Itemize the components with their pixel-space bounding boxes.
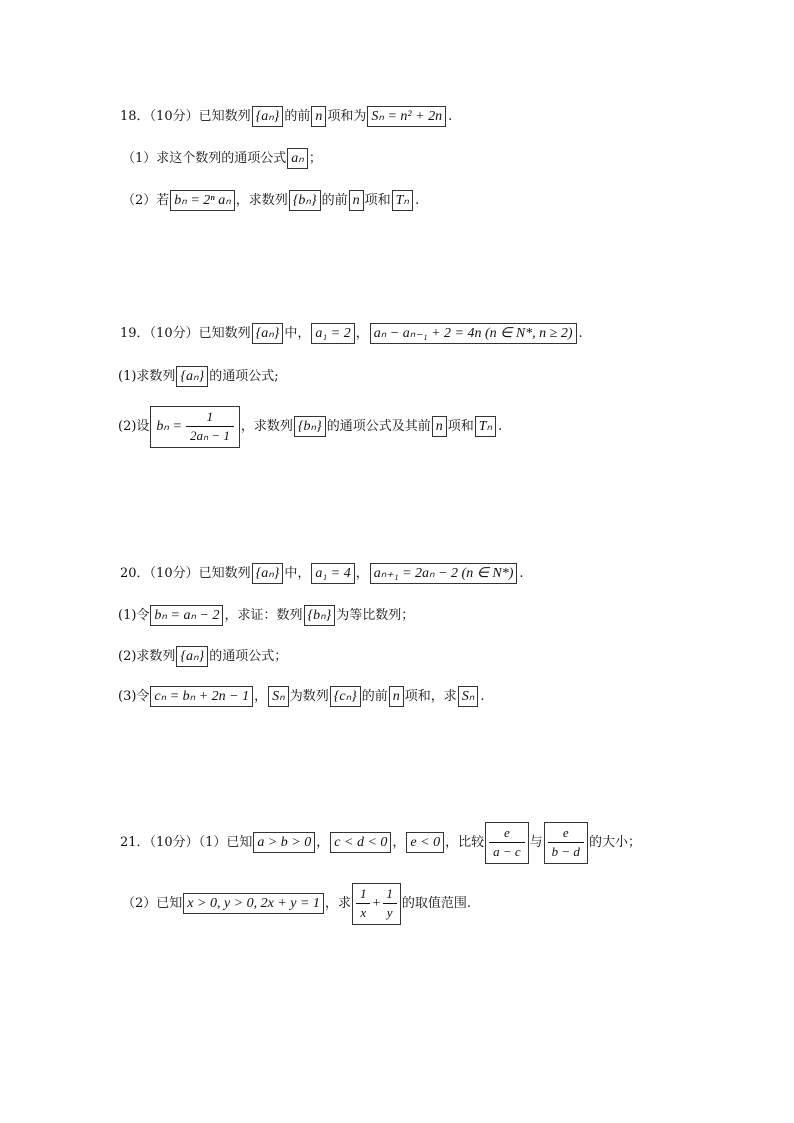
q18-part2-label: （2）若	[122, 193, 170, 209]
q18-part1-expr: aₙ	[287, 148, 308, 169]
q21-text: ，	[392, 835, 406, 851]
q19-stem	[120, 323, 583, 344]
q21-part2-frac-x	[356, 887, 371, 921]
q19-part2-n: n	[432, 416, 447, 437]
q19-head: 19．（10分）已知数列	[120, 326, 251, 342]
q20-part2	[118, 646, 287, 667]
q19-part2-label: (2)设	[118, 419, 150, 435]
q20-text: 中，	[284, 566, 311, 582]
q20-part2-label: (2)求数列	[118, 649, 176, 665]
q21-part2-label: （2）已知	[122, 896, 183, 912]
q20-part3-S2: Sₙ	[458, 686, 479, 707]
q18-text: 项和	[364, 193, 391, 209]
q19-part1-label: (1)求数列	[118, 369, 176, 385]
q19-part1-seq: {aₙ}	[176, 366, 208, 387]
q19-part2-formula	[150, 406, 239, 448]
q18-part2-T: Tₙ	[392, 190, 413, 211]
q18-part1-end: ；	[308, 151, 322, 167]
q21-text: ，比较	[445, 835, 485, 851]
q19-text: ，	[355, 326, 369, 342]
q20-part1-end: 为等比数列；	[336, 608, 415, 624]
q18-sum-formula: Sₙ = n² + 2n	[367, 106, 446, 127]
q18-head: 18．（10分）已知数列	[120, 109, 251, 125]
fraction-numerator: 1	[359, 886, 367, 901]
q20-head: 20．（10分）已知数列	[120, 566, 251, 582]
q19-part2	[118, 406, 502, 448]
q20-part3-end: .	[480, 689, 485, 705]
q21-cond3: e < 0	[406, 832, 444, 853]
q18-text: ，求数列	[235, 193, 288, 209]
q21-part2-cond: x > 0, y > 0, 2x + y = 1	[183, 893, 324, 914]
q18-end: .	[448, 109, 453, 125]
q18-part2-n: n	[349, 190, 364, 211]
q20-part2-end: 的通项公式；	[209, 649, 288, 665]
q20-text: 为数列	[289, 689, 329, 705]
fraction-numerator: e	[562, 825, 569, 840]
q20-text: ，	[254, 689, 268, 705]
q21-stem	[120, 822, 641, 864]
q19-text: 中，	[284, 326, 311, 342]
q20-recurrence: aₙ₊₁ = 2aₙ − 2 (n ∈ N*)	[370, 563, 518, 584]
fraction-numerator: 1	[206, 409, 214, 424]
q20-part1-seq: {bₙ}	[304, 605, 336, 626]
fraction-numerator: e	[503, 825, 510, 840]
q18-part2	[122, 190, 419, 211]
q18-seq: {aₙ}	[252, 106, 284, 127]
q20-part3-S: Sₙ	[268, 686, 289, 707]
q20-text: 的前	[361, 689, 388, 705]
q19-part2-fraction	[186, 410, 234, 444]
q20-end: .	[519, 566, 524, 582]
q20-a1: a₁ = 4	[311, 563, 354, 584]
q21-part2	[122, 883, 471, 925]
fraction-denominator: a − c	[489, 842, 525, 859]
q21-fraction1-inner	[489, 826, 525, 860]
q19-a1: a₁ = 2	[311, 323, 354, 344]
q19-part1-end: 的通项公式;	[209, 369, 279, 385]
q21-text: 的大小；	[588, 835, 641, 851]
q21-text: ，	[316, 835, 330, 851]
q20-part3-seq: {cₙ}	[330, 686, 361, 707]
q20-part1	[118, 605, 414, 626]
q19-text: 的通项公式及其前	[326, 419, 431, 435]
q18-part2-end: .	[415, 193, 420, 209]
q21-head: 21．（10分）（1）已知	[120, 835, 253, 851]
q21-part2-frac-y	[382, 887, 397, 921]
q20-part3-expr: cₙ = bₙ + 2n − 1	[150, 686, 253, 707]
q19-part2-seq: {bₙ}	[294, 416, 326, 437]
q19-part1	[118, 366, 279, 387]
fraction-denominator: 2aₙ − 1	[186, 426, 234, 443]
fraction-denominator: y	[383, 903, 397, 920]
q21-fraction1	[485, 822, 529, 864]
q20-text: ，求证：数列	[224, 608, 303, 624]
q21-text: 与	[529, 835, 543, 851]
q20-part3	[118, 686, 485, 707]
q21-cond1: a > b > 0	[253, 832, 315, 853]
fraction-denominator: b − d	[548, 842, 584, 859]
q21-part2-expr	[352, 883, 401, 925]
q19-seq: {aₙ}	[252, 323, 284, 344]
q18-text: 的前	[321, 193, 348, 209]
q18-part1	[122, 148, 322, 169]
q20-part2-seq: {aₙ}	[176, 646, 208, 667]
q20-part3-n: n	[389, 686, 404, 707]
q21-text: ，求	[324, 896, 351, 912]
q19-part2-end: .	[498, 419, 503, 435]
q19-text: ，求数列	[240, 419, 293, 435]
q18-text: 项和为	[327, 109, 367, 125]
q20-text: ，	[355, 566, 369, 582]
fraction-denominator: x	[356, 903, 370, 920]
q19-end: .	[578, 326, 583, 342]
q21-fraction2	[544, 822, 588, 864]
q21-cond2: c < d < 0	[330, 832, 391, 853]
q21-fraction2-inner	[548, 826, 584, 860]
q19-text: 项和	[447, 419, 474, 435]
q18-n: n	[311, 106, 326, 127]
fraction-numerator: 1	[386, 886, 393, 901]
q20-part1-label: (1)令	[118, 608, 150, 624]
q19-part2-lhs: bₙ =	[156, 419, 182, 435]
q18-part2-expr: bₙ = 2ⁿ aₙ	[170, 190, 235, 211]
q18-stem	[120, 106, 452, 127]
q18-text: 的前	[284, 109, 311, 125]
q18-part2-seq: {bₙ}	[289, 190, 321, 211]
q20-text: 项和，求	[404, 689, 457, 705]
plus-sign: +	[372, 896, 381, 912]
q19-recurrence: aₙ − aₙ₋₁ + 2 = 4n (n ∈ N*, n ≥ 2)	[370, 323, 577, 344]
q20-stem	[120, 563, 524, 584]
q18-part1-label: （1）求这个数列的通项公式	[122, 151, 287, 167]
q20-part3-label: (3)令	[118, 689, 150, 705]
q20-seq: {aₙ}	[252, 563, 284, 584]
q21-text: 的取值范围.	[401, 896, 471, 912]
q19-part2-T: Tₙ	[475, 416, 496, 437]
q20-part1-expr: bₙ = aₙ − 2	[150, 605, 223, 626]
